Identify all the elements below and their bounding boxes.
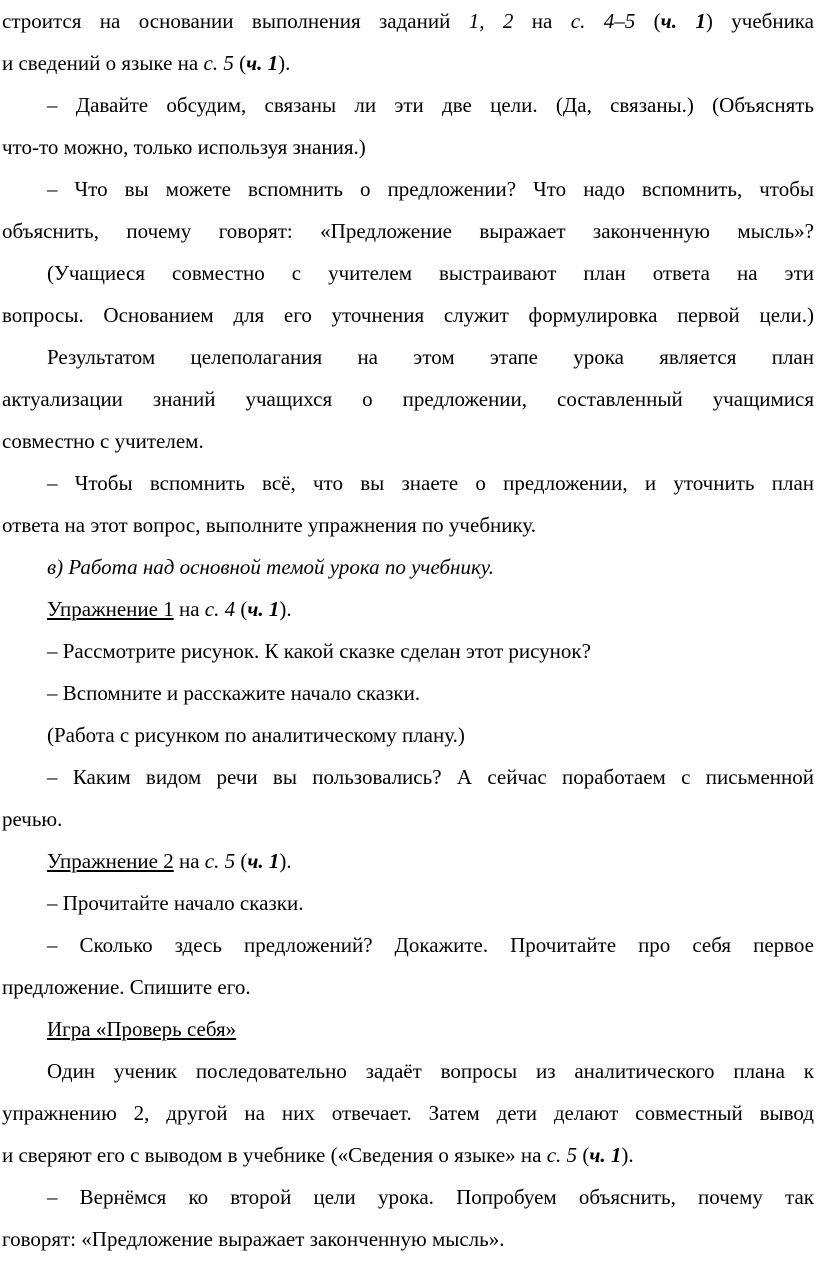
text-line-2: и сведений о языке на с. 5 (ч. 1). — [2, 51, 291, 75]
text-line-29: – Вернёмся ко второй цели урока. Попробуем объяснить, почему так — [47, 1185, 814, 1209]
text-line-22: – Прочитайте начало сказки. — [47, 891, 304, 915]
text-line-3: – Давайте обсудим, связаны ли эти две цели. (Да, связаны.) (Объяснять — [47, 93, 814, 117]
text-line-30: говорят: «Предложение выражает законченную мысль». — [2, 1227, 505, 1251]
exercise-1-heading: Упражнение 1 на с. 4 (ч. 1). — [47, 597, 292, 621]
exercise-1-part: ч. 1 — [247, 597, 280, 621]
exercise-1-page: с. 4 — [204, 597, 236, 621]
section-heading-v — [0, 554, 814, 580]
exercise-2-label: Упражнение 2 — [47, 849, 174, 873]
text-line-18: (Работа с рисунком по аналитическому плану.) — [47, 723, 465, 747]
exercise-2-heading: Упражнение 2 на с. 5 (ч. 1). — [47, 849, 292, 873]
text-line-8: вопросы. Основанием для его уточнения служит формулировка первой цели.) — [2, 303, 814, 327]
l1-task-1: 1 — [468, 9, 480, 33]
l28-page: с. 5 — [546, 1143, 578, 1167]
text-line-28: и сверяют его с выводом в учебнике («Сведения о языке» на с. 5 (ч. 1). — [2, 1143, 634, 1167]
text-line-1: строится на основании выполнения заданий 1, 2 на с. 4–5 (ч. 1) учебника — [2, 9, 815, 33]
text-line-17: – Вспомните и расскажите начало сказки. — [47, 681, 421, 705]
exercise-1-label: Упражнение 1 — [47, 597, 174, 621]
text-line-27: упражнению 2, другой на них отвечает. Затем дети делают совместный вывод — [2, 1101, 814, 1125]
text-line-24: предложение. Спишите его. — [2, 975, 251, 999]
game-heading — [0, 1016, 814, 1042]
text-line-26: Один ученик последовательно задаёт вопросы из аналитического плана к — [47, 1059, 814, 1083]
text-line-20: речью. — [2, 807, 63, 831]
text-line-5: – Что вы можете вспомнить о предложении? Что надо вспомнить, чтобы — [47, 177, 814, 201]
exercise-2-page: с. 5 — [204, 849, 236, 873]
section-heading-text: в) Работа над основной темой урока по учебнику. — [47, 555, 495, 579]
text-line-9: Результатом целеполагания на этом этапе урока является план — [47, 345, 814, 369]
text-line-4: что-то можно, только используя знания.) — [2, 135, 366, 159]
text-line-6: объяснить, почему говорят: «Предложение выражает законченную мысль»? — [2, 219, 814, 243]
game-heading-text: Игра «Проверь себя» — [47, 1017, 237, 1041]
l28-part: ч. 1 — [589, 1143, 622, 1167]
text-line-16: – Рассмотрите рисунок. К какой сказке сделан этот рисунок? — [47, 639, 591, 663]
text-line-23: – Сколько здесь предложений? Докажите. Прочитайте про себя первое — [47, 933, 814, 957]
exercise-2-part: ч. 1 — [247, 849, 280, 873]
text-line-11: совместно с учителем. — [2, 429, 204, 453]
l1-part-ref: ч. 1 — [660, 9, 706, 33]
l2-part-ref: ч. 1 — [246, 51, 279, 75]
l2-page: с. 5 — [203, 51, 234, 75]
text-line-10: актуализации знаний учащихся о предложении, составленный учащимися — [2, 387, 814, 411]
l1-pages: с. 4–5 — [570, 9, 636, 33]
l1-task-2: 2 — [502, 9, 514, 33]
text-line-7: (Учащиеся совместно с учителем выстраивают план ответа на эти — [47, 261, 814, 285]
l1-part-a: строится на основании выполнения заданий — [2, 9, 469, 33]
text-line-19: – Каким видом речи вы пользовались? А сейчас поработаем с письменной — [47, 765, 814, 789]
text-line-12: – Чтобы вспомнить всё, что вы знаете о предложении, и уточнить план — [47, 471, 814, 495]
text-line-13: ответа на этот вопрос, выполните упражнения по учебнику. — [2, 513, 537, 537]
